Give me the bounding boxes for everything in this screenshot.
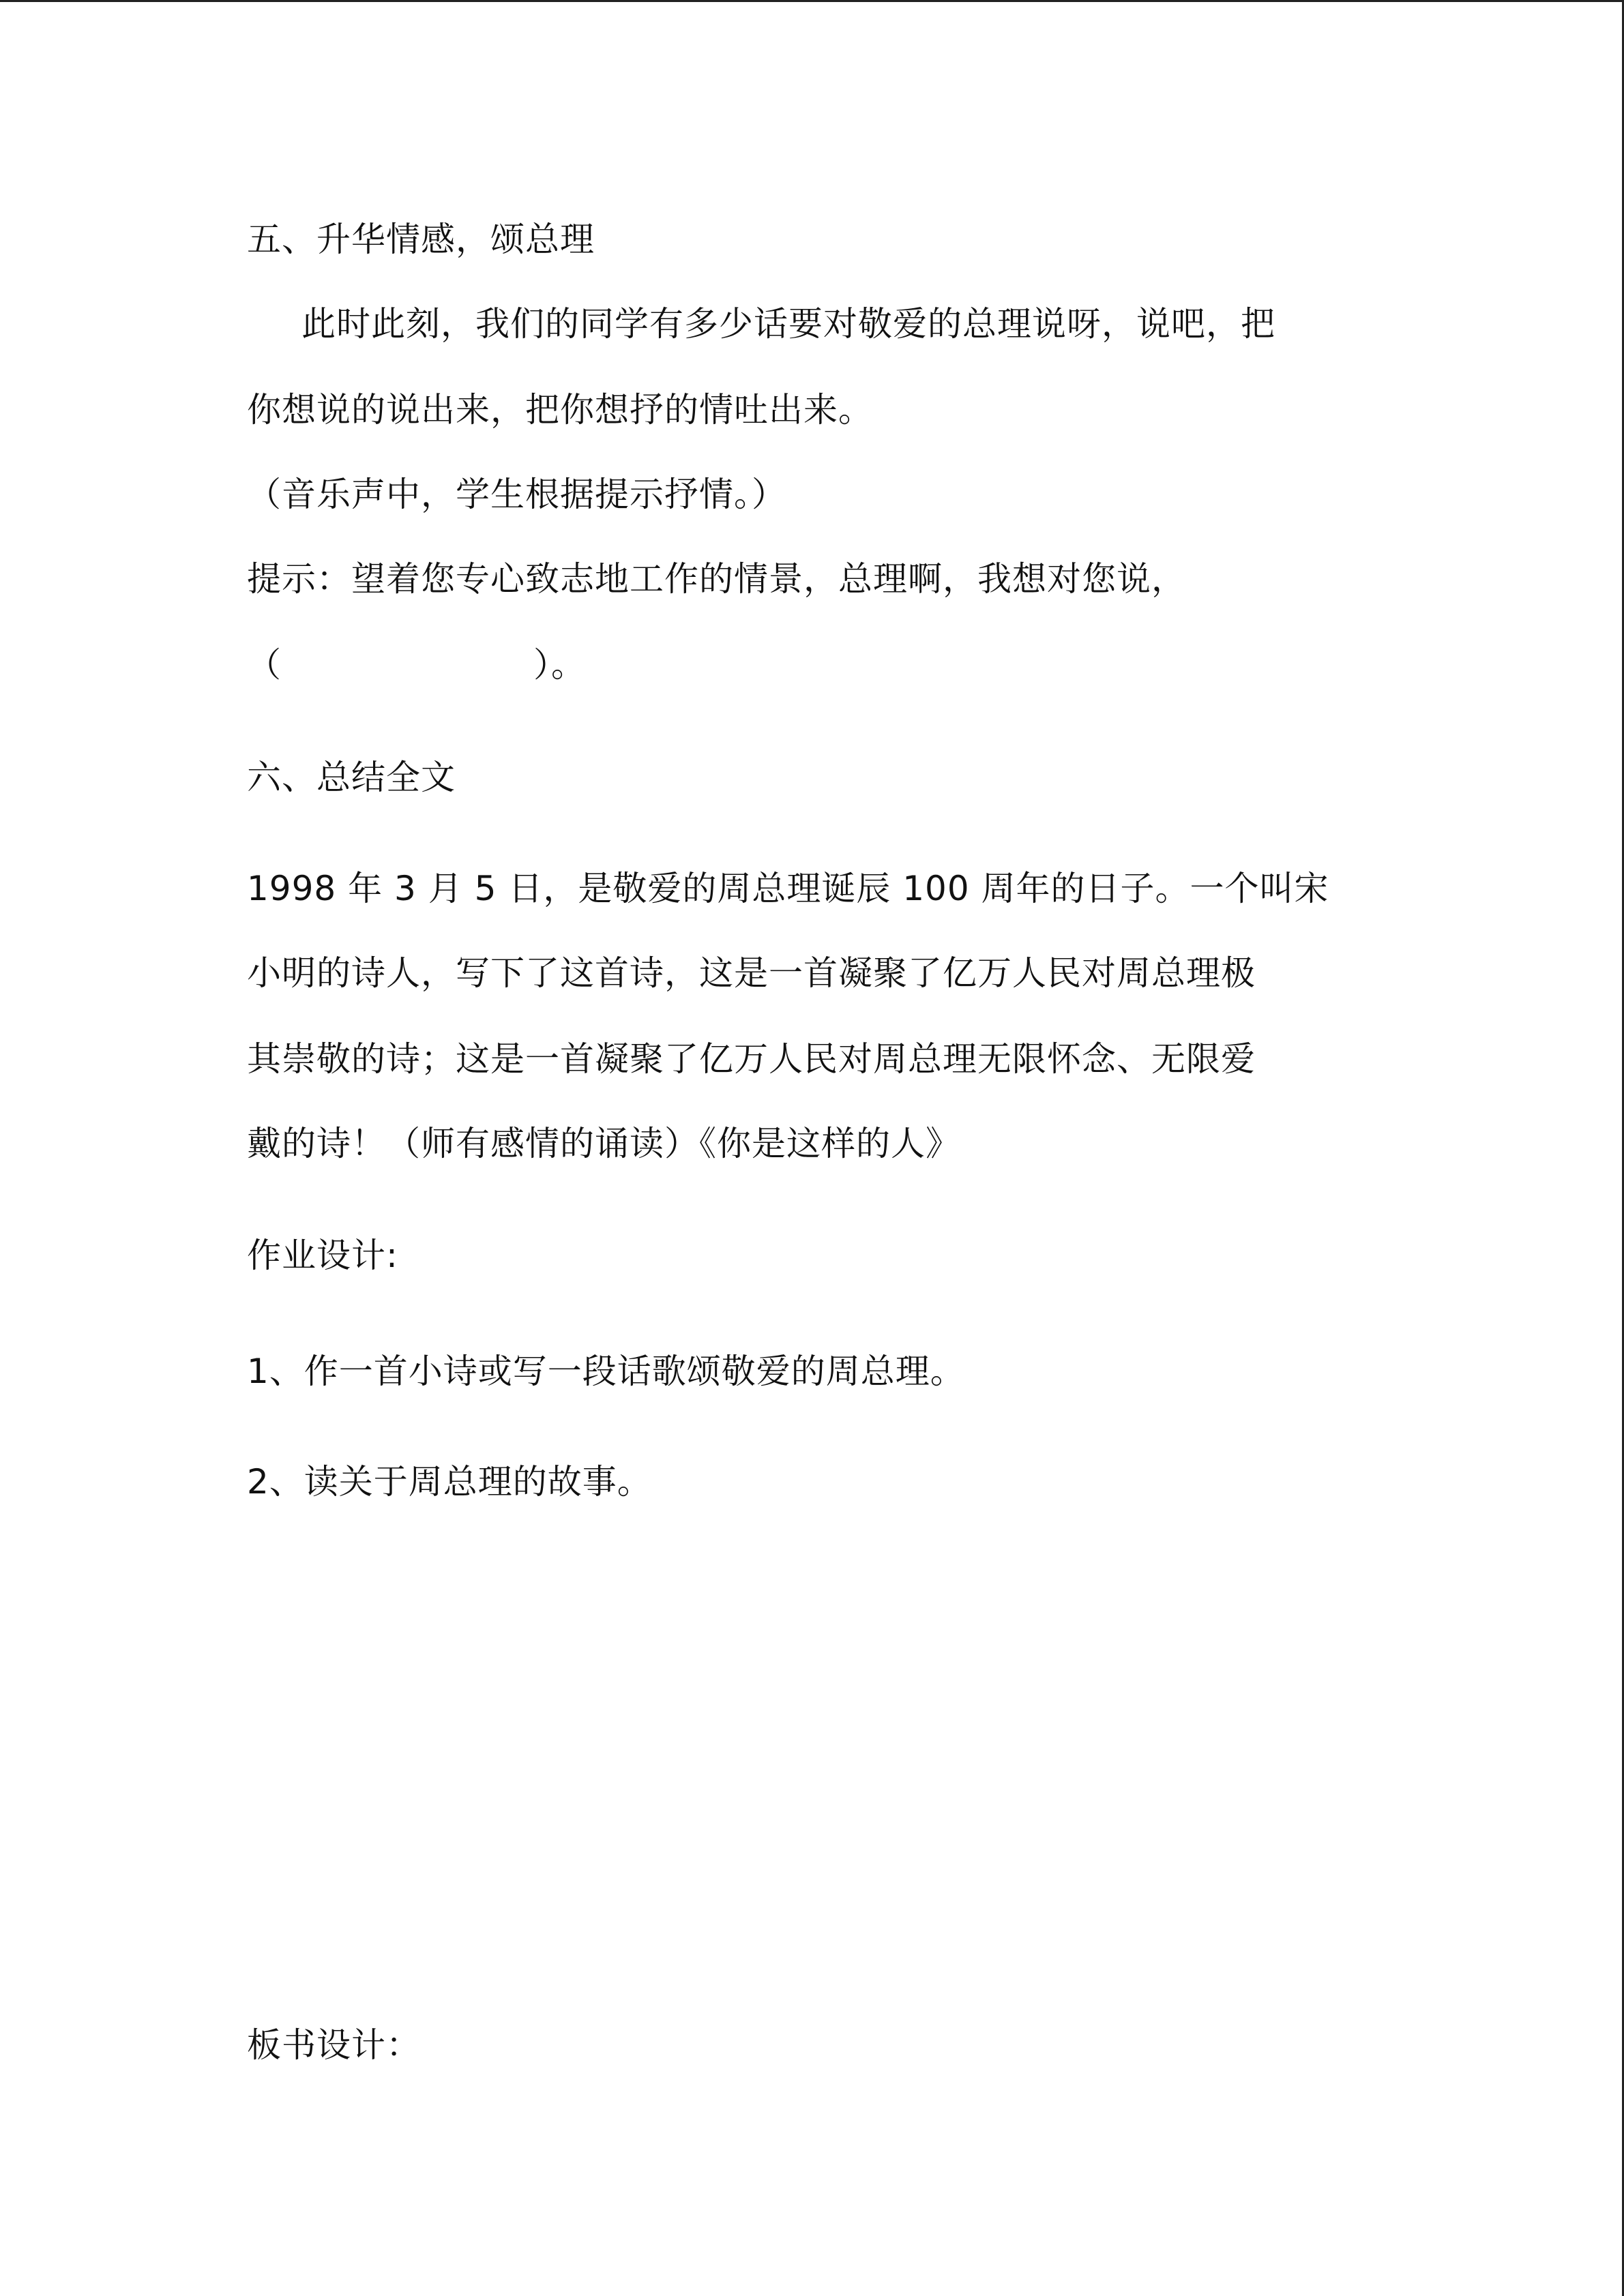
homework-item-1: 1、作一首小诗或写一段话歌颂敬爱的周总理。 bbox=[247, 1352, 965, 1391]
section-5-stage-direction: （音乐声中，学生根据提示抒情。） bbox=[247, 475, 786, 514]
section-6-heading: 六、总结全文 bbox=[247, 758, 456, 797]
homework-item-2: 2、读关于周总理的故事。 bbox=[247, 1462, 652, 1502]
section-5-paragraph-line-2: 你想说的说出来，把你想抒的情吐出来。 bbox=[247, 390, 873, 430]
blank-close-paren: ）。 bbox=[533, 645, 586, 685]
homework-heading: 作业设计: bbox=[247, 1236, 398, 1275]
section-6-paragraph-line-4: 戴的诗！（师有感情的诵读）《你是这样的人》 bbox=[247, 1124, 960, 1163]
section-6-paragraph-line-1: 1998 年 3 月 5 日，是敬爱的周总理诞辰 100 周年的日子。一个叫宋 bbox=[247, 869, 1329, 908]
section-5-paragraph-line-1: 此时此刻，我们的同学有多少话要对敬爱的总理说呀，说吧，把 bbox=[301, 304, 1275, 344]
section-5-fill-blank bbox=[247, 641, 586, 689]
section-6-paragraph-line-3: 其崇敬的诗；这是一首凝聚了亿万人民对周总理无限怀念、无限爱 bbox=[247, 1039, 1256, 1079]
page-border-top bbox=[0, 0, 1624, 2]
section-6-paragraph-line-2: 小明的诗人，写下了这首诗，这是一首凝聚了亿万人民对周总理极 bbox=[247, 953, 1256, 993]
section-5-heading: 五、升华情感，颂总理 bbox=[247, 220, 595, 259]
blank-open-paren: （ bbox=[247, 645, 282, 685]
section-5-prompt: 提示：望着您专心致志地工作的情景，总理啊，我想对您说， bbox=[247, 559, 1186, 599]
board-design-heading: 板书设计： bbox=[247, 2025, 421, 2065]
